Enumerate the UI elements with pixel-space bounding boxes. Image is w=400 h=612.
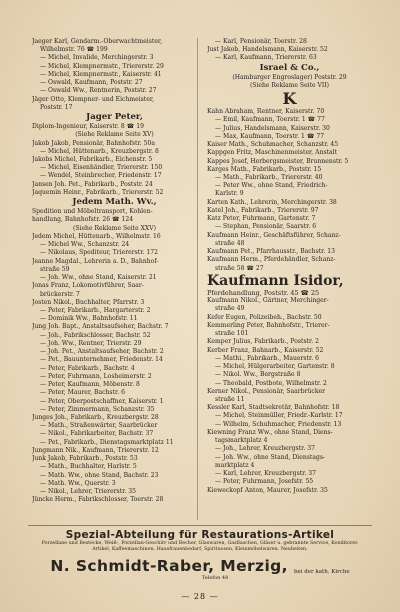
- directory-entry: K: [282, 89, 297, 109]
- directory-entry: handlung, Bahnhofstr. 26 ☎ 124: [32, 216, 134, 224]
- directory-entry: Poststr. 17: [40, 103, 73, 111]
- directory-entry: — Peter, Maurer, Bachstr. 6: [40, 389, 125, 397]
- directory-entry: marktplatz 4: [215, 461, 255, 469]
- ad-location-note: bei der kath. Kirche: [293, 568, 350, 575]
- directory-entry: — Michel, Hüttenarb., Kreuzbergstr. 8: [40, 147, 159, 155]
- directory-entry: — Michel, Eisenhändler, Triererstr. 150: [40, 164, 163, 172]
- directory-entry: — Wilhelm, Schuhmacher, Friedenstr. 13: [215, 420, 342, 428]
- directory-entry: (Siehe Reklame Seite XXV): [73, 224, 156, 232]
- directory-entry: — Oswald, Kaufmann, Poststr. 27: [40, 79, 143, 87]
- directory-entry: — Michel, Invalide, Merchingerstr. 3: [40, 54, 154, 62]
- directory-entry: Just Jakob, Handelsmann, Kaiserstr. 52: [207, 46, 328, 54]
- directory-entry: — Nikol., Lehrer, Triererstr. 35: [40, 488, 136, 496]
- directory-entry: Jansen Joh. Pet., Fabrikarb., Poststr. 24: [32, 180, 153, 188]
- directory-entry: (Siehe Reklame Seite VII): [249, 81, 330, 89]
- directory-entry: Kieweckopf Anton, Maurer, Josefstr. 35: [207, 486, 328, 494]
- columns: [32, 38, 372, 522]
- directory-entry: — Peter, Fuhrmann, Losheimerstr. 2: [40, 372, 152, 380]
- directory-entry: Katel Joh., Fabrikarb., Triererstr. 97: [207, 206, 319, 214]
- directory-entry: — Michel, Hülgerarbeiter, Gartenstr. 8: [215, 363, 335, 371]
- directory-entry: — Peter Ww., ohne Stand, Friedrich-: [215, 182, 328, 190]
- directory-entry: Junges Joh., Fabrikarb., Kreuzbergstr. 28: [32, 414, 159, 422]
- directory-entry: Kaufmann Heinr., Geschäftsführer, Schanz-: [207, 231, 341, 239]
- ad-description: Porzellane und Bestecke, Weiß-, Porzellan-Geschirr und Becher, Glaswaren, Gasflaschen, Gläser u. gebrannte Service, Konditorei-Artikel, Kaffeemaschinen, Hausfrauenbedarf, Spirituosen, Kleinmöbelwaren. Neuheiten.: [41, 541, 359, 552]
- directory-entry: Karten Kath., Lehrerin, Merchingerstr. 38: [207, 198, 337, 206]
- directory-entry: — Joh. Pet., Anstaltsaufseher, Bachstr. 2: [40, 348, 164, 356]
- ad-title: Spezial-Abteilung für Restaurations-Artikel: [65, 529, 335, 541]
- directory-entry: — Peter, Fabrikarb., Hargarterstr. 2: [40, 306, 151, 314]
- directory-entry: Israel & Co.,: [259, 62, 320, 73]
- ad-name-row: [28, 557, 372, 575]
- directory-entry: Pferdehandlung, Poststr. 45 ☎ 25: [207, 288, 320, 297]
- directory-entry: Jedem Math. Wv.,: [72, 197, 157, 208]
- directory-entry: — Dominik Ww., Bahnhofstr. 11: [40, 315, 138, 323]
- directory-entry: — Peter, Fabrikarb., Bachstr. 4: [40, 364, 135, 372]
- directory-entry: (Hamburger Engroslager) Poststr. 29: [232, 73, 347, 81]
- right-column: [207, 38, 372, 522]
- directory-entry: Kerner Nikol., Pensionär, Saarbrücker: [207, 387, 326, 395]
- directory-entry: Jungmann Nik., Kaufmann, Triererstr. 12: [32, 446, 159, 454]
- directory-entry: Junk Jakob, Fabrikarb., Poststr. 53: [32, 455, 138, 463]
- directory-entry: — Math., Buchhalter, Harlstr. 5: [40, 463, 137, 471]
- directory-entry: tagsmarktplatz 4: [215, 437, 268, 445]
- directory-entry: — Julius, Handelsmann, Kaiserstr. 30: [215, 124, 330, 132]
- directory-entry: — Michel Ww., Schanzstr. 24: [40, 241, 130, 249]
- advertisement-footer: [28, 525, 372, 586]
- column-divider: [197, 38, 198, 520]
- directory-entry: — Math. Ww., Querstr. 3: [40, 479, 116, 487]
- directory-entry: straße 48: [215, 239, 245, 247]
- directory-entry: Kappes Josef, Herbergsmeister, Brunnenstr. 5: [207, 157, 349, 165]
- directory-entry: — Emil, Kaufmann, Toerstr. 1 ☎ 77: [215, 116, 325, 124]
- directory-entry: Jakob Jakob, Pensionär, Bahnhofstr. 50a: [32, 139, 155, 147]
- directory-entry: Kessler Karl, Stadtsekretär, Bahnhofstr. 18: [207, 404, 340, 412]
- directory-entry: — Pet., Bauunternehmer, Friedenstr. 14: [40, 356, 163, 364]
- directory-entry: — Theobald, Postbote, Wilhelmstr. 2: [215, 379, 327, 387]
- directory-entry: — Wendel, Steinbrecher, Friedenstr. 17: [40, 172, 162, 180]
- directory-entry: straße 11: [215, 396, 245, 404]
- directory-entry: — Stephan, Pensionär, Saarstr. 6: [215, 223, 317, 231]
- ad-company-name: N. Schmidt-Raber, Merzig,: [50, 557, 288, 575]
- directory-entry: — Math. Ww., ohne Stand, Bachstr. 23: [40, 471, 159, 479]
- directory-entry: — Karl, Pensionär, Toerstr. 28: [215, 38, 307, 45]
- directory-entry: Karlstr. 9: [215, 190, 244, 198]
- directory-entry: Kemmerling Peter, Bahnhofstr., Trierer-: [207, 321, 330, 329]
- directory-entry: straße 101: [215, 330, 249, 338]
- directory-entry: Kaiser Math., Schuhmacher, Schanzstr. 45: [207, 141, 339, 149]
- directory-entry: Kahn Abraham, Rentner, Kaiserstr. 70: [207, 108, 325, 116]
- directory-entry: Katz Peter, Fuhrmann, Gartenstr. 7: [207, 215, 316, 223]
- directory-entry: Jaeger Karl, Gendarm.-Oberwachtmeister,: [32, 38, 163, 45]
- directory-entry: — Michel, Steinmüller, Friedr.-Karlstr. 17: [215, 412, 343, 420]
- directory-entry: — Peter, Fuhrmann, Josefstr. 55: [215, 478, 314, 486]
- directory-entry: Jager Peter,: [86, 112, 143, 123]
- directory-entry: — Peter, Zimmermann, Schanzstr. 35: [40, 405, 155, 413]
- directory-entry: Kaufmann Herm., Pferdehändler, Schanz-: [207, 256, 336, 264]
- directory-entry: straße 49: [215, 305, 245, 313]
- directory-entry: Jung Joh. Bapt., Anstaltsaufseher, Bachstr. 7: [32, 323, 169, 331]
- directory-entry: Kappgen Fritz, Maschinenmeister, Anstalt: [207, 149, 338, 157]
- directory-entry: — Nikol., Fabrikarbeiter, Bachstr. 37: [40, 430, 154, 438]
- directory-entry: Wilhelmstr. 76 ☎ 199: [40, 46, 108, 54]
- directory-entry: — Joh., Lehrer, Kreuzbergstr. 37: [215, 445, 315, 453]
- directory-entry: — Joh. Ww., ohne Stand, Kaiserstr. 21: [40, 274, 157, 282]
- directory-entry: — Joh. Ww., ohne Stand, Dienstags-: [215, 453, 326, 461]
- directory-entry: Kemper Julius, Fabrikarb., Poststr. 2: [207, 338, 320, 346]
- directory-entry: — Nikol. Ww., Bergstraße 8: [215, 371, 301, 379]
- directory-entry: — Peter, Oberpostschaffner, Kaiserstr. 1: [40, 397, 164, 405]
- directory-entry: — Michel, Klempnermstr., Kaiserstr. 41: [40, 70, 162, 78]
- directory-entry: Karges Math., Fabrikarb., Poststr. 15: [207, 165, 322, 173]
- directory-entry: Kaufmann Nikol., Gärtner, Merchinger-: [207, 297, 329, 305]
- directory-entry: straße 59: [40, 265, 70, 273]
- directory-entry: — Oswald Ww., Rentnerin, Poststr. 27: [40, 87, 157, 95]
- directory-entry: — Max, Kaufmann, Toerstr. 1 ☎ 77: [215, 132, 325, 140]
- directory-entry: Diplom-Ingenieur, Kaiserstr. 8 ☎ 19: [32, 123, 144, 131]
- directory-entry: — Math., Straßenwärter, Saarbrücker: [40, 422, 158, 430]
- left-column: [32, 38, 197, 522]
- directory-entry: Spedition und Möbeltransport, Kohlen-: [32, 208, 153, 216]
- directory-entry: — Michel, Klempnermstr., Triererstr. 29: [40, 62, 164, 70]
- directory-entry: Jedem Michel, Hüttenarb., Wilhelmstr. 16: [32, 232, 161, 240]
- directory-entry: — Nikolaus, Spediteur, Triererstr. 172: [40, 249, 158, 257]
- directory-entry: — Math., Fabrikarb., Triererstr. 40: [215, 173, 323, 181]
- directory-entry: — Pet., Fabrikarb., Dienstagsmarktplatz 11: [40, 438, 174, 446]
- directory-entry: straße 58 ☎ 27: [215, 264, 264, 272]
- directory-entry: Kaufmann Pet., Pfarrhausstr., Bachstr. 13: [207, 248, 336, 256]
- directory-entry: — Joh. Ww., Rentner, Trierstr. 29: [40, 339, 142, 347]
- directory-entry: Jeanne Magdal., Lehrerin a. D., Bahnhof-: [32, 257, 159, 265]
- directory-entry: Kiewning Franz Ww., ohne Stand, Diens-: [207, 428, 333, 436]
- directory-entry: — Karl, Lehrer, Kreuzbergstr. 37: [215, 470, 317, 478]
- directory-entry: Josten Nikol., Buchhalter, Pfarrstr. 3: [32, 298, 145, 306]
- directory-entry: Jonas Franz, Lokomotivführer, Saar-: [32, 282, 144, 290]
- directory-entry: — Peter, Kaufmann, Möbenstr. 8: [40, 381, 140, 389]
- directory-entry: — Joh., Fabrikschlosser, Bachstr. 52: [40, 331, 151, 339]
- directory-entry: (Siehe Reklame Seite XV): [75, 131, 154, 139]
- directory-entry: — Mathi., Fabrikarb., Mauerstr. 6: [215, 354, 319, 362]
- directory-entry: Jüncke Herm., Fabrikschlosser, Toerstr. 28: [32, 496, 164, 504]
- directory-entry: — Karl, Kaufmann, Triererstr. 63: [215, 54, 317, 62]
- directory-entry: Jäger Otto, Klempner- und Eichmeister,: [32, 95, 155, 103]
- directory-entry: Jakobs Michel, Fabrikarb., Eichenstr. 5: [32, 156, 153, 164]
- page-number: — 28 —: [181, 592, 219, 601]
- directory-entry: Jaquemin Heinr., Fabrikarb., Triererstr. 52: [32, 188, 164, 196]
- ad-phone: Telefon 48: [201, 575, 229, 581]
- directory-entry: brückerstr. 7: [40, 290, 80, 298]
- directory-entry: Kaufmann Isidor,: [207, 272, 344, 289]
- directory-entry: Kefer Eugen, Polizeibeh., Bachstr. 50: [207, 313, 322, 321]
- directory-entry: Kerber Franz, Bahnarb., Kaiserstr. 52: [207, 346, 324, 354]
